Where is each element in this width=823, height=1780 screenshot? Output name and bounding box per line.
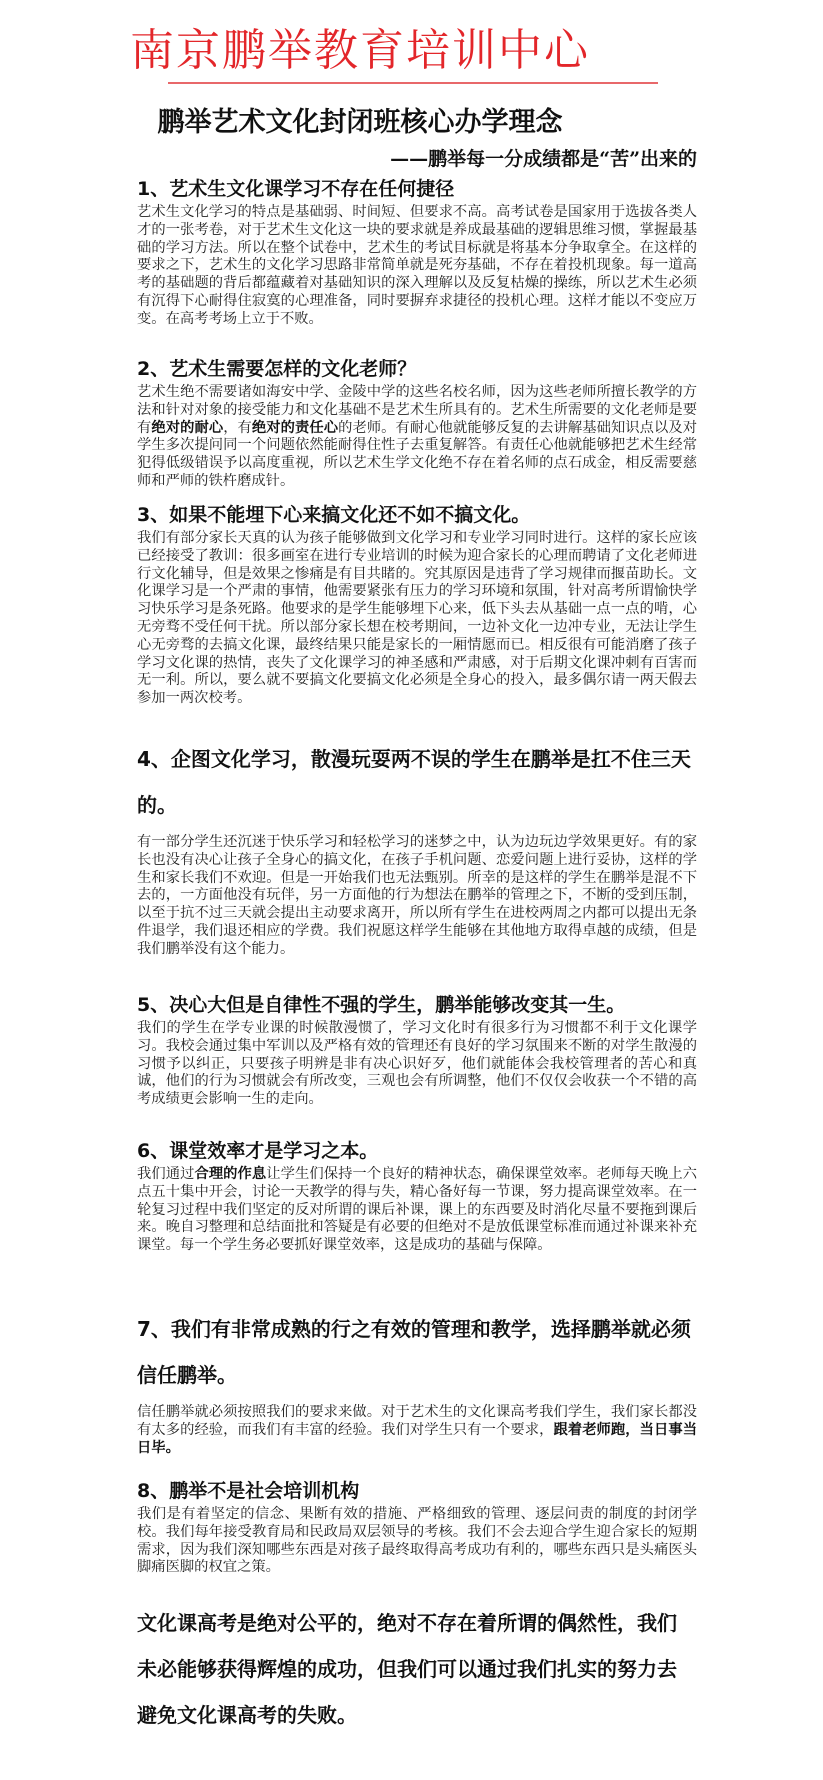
section-1-body: 艺术生文化学习的特点是基础弱、时间短、但要求不高。高考试卷是国家用于选拔各类人才的一张考卷，对于艺术生文化这一块的要求就是养成最基础的逻辑思维习惯，掌握最基础的学习方法。所以在整个试卷中，艺术生的考试目标就是将基本分争取拿全。在这样的要求之下，艺术生的文化学习思路非常简单就是死夯基础，不存在着投机现象。每一道高考的基础题的背后都蕴藏着对基础知识的深入理解以及反复枯燥的操练，所以艺术生必须有沉得下心耐得住寂寞的心理准备，同时要摒弃求捷径的投机心理。这样才能以不变应万变。在高考考场上立于不败。 bbox=[137, 204, 697, 327]
page-title: 鹏举艺术文化封闭班核心办学理念 bbox=[157, 107, 563, 138]
section-7-body bbox=[137, 1404, 697, 1457]
section-4-heading: 4、企图文化学习，散漫玩耍两不误的学生在鹏举是扛不住三天的。 bbox=[137, 747, 691, 817]
page-subtitle: ——鹏举每一分成绩都是“苦”出来的 bbox=[390, 148, 697, 170]
section-7-emphasis-follow-teacher: 跟着老师跑，当日事当日毕。 bbox=[137, 1421, 698, 1456]
section-7-heading: 7、我们有非常成熟的行之有效的管理和教学，选择鹏举就必须信任鹏举。 bbox=[137, 1317, 691, 1387]
section-2-emphasis-responsibility: 绝对的责任心 bbox=[251, 419, 339, 436]
org-name: 南京鹏举教育培训中心 bbox=[130, 25, 590, 76]
section-5-heading: 5、决心大但是自律性不强的学生，鹏举能够改变其一生。 bbox=[137, 994, 626, 1016]
section-4-body: 有一部分学生还沉迷于快乐学习和轻松学习的迷梦之中，认为边玩边学效果更好。有的家长也没有决心让孩子全身心的搞文化，在孩子手机问题、恋爱问题上进行妥协，这样的学生和家长我们不欢迎。但是一开始我们也无法甄别。所幸的是这样的学生在鹏举是混不下去的，一方面他没有玩伴，另一方面他的行为想法在鹏举的管理之下，不断的受到压制，以至于抗不过三天就会提出主动要求离开，所以所有学生在进校两周之内都可以提出无条件退学，我们退还相应的学费。我们祝愿这样学生能够在其他地方取得卓越的成绩，但是我们鹏举没有这个能力。 bbox=[137, 834, 697, 957]
closing-statement: 文化课高考是绝对公平的，绝对不存在着所谓的偶然性，我们未必能够获得辉煌的成功，但我们可以通过我们扎实的努力去避免文化课高考的失败。 bbox=[137, 1611, 677, 1727]
section-2-body bbox=[137, 384, 697, 491]
section-5-body: 我们的学生在学专业课的时候散漫惯了，学习文化时有很多行为习惯都不利于文化课学习。我校会通过集中军训以及严格有效的管理还有良好的学习氛围来不断的对学生散漫的习惯予以纠正，只要孩子明辨是非有决心识好歹，他们就能体会我校管理者的苦心和真诚，他们的行为习惯就会有所改变，三观也会有所调整，他们不仅仅会收获一个不错的高考成绩更会影响一生的走向。 bbox=[137, 1020, 697, 1108]
section-8-heading: 8、鹏举不是社会培训机构 bbox=[137, 1480, 360, 1502]
section-6-text: 让学生们保持一个良好的精神状态，确保课堂效率。老师每天晚上六点五十集中开会，讨论一天教学的得与失，精心备好每一节课，努力提高课堂效率。在一轮复习过程中我们坚定的反对所谓的课后补课，课上的东西要及时消化尽量不要拖到课后来。晚自习整理和总结面批和答疑是有必要的但绝对不是放低课堂标准而通过补课来补充课堂。每一个学生务必要抓好课堂效率，这是成功的基础与保障。 bbox=[137, 1166, 698, 1254]
section-3-body: 我们有部分家长天真的认为孩子能够做到文化学习和专业学习同时进行。这样的家长应该已经接受了教训：很多画室在进行专业培训的时候为迎合家长的心理而聘请了文化老师进行文化辅导，但是效果之惨痛是有目共睹的。究其原因是违背了学习规律而揠苗助长。文化课学习是一个严肃的事情，他需要紧张有压力的学习环境和氛围，针对高考所谓愉快学习快乐学习是条死路。他要求的是学生能够埋下心来，低下头去从基础一点一点的啃，心无旁骛不受任何干扰。所以部分家长想在校考期间，一边补文化一边冲专业，无法让学生心无旁骛的去搞文化课，最终结果只能是家长的一厢情愿而已。相反很有可能消磨了孩子学习文化课的热情，丧失了文化课学习的神圣感和严肃感，对于后期文化课冲刺有百害而无一利。所以，要么就不要搞文化要搞文化必须是全身心的投入，最多偶尔请一两天假去参加一两次校考。 bbox=[137, 530, 697, 707]
section-2-emphasis-patience: 绝对的耐心 bbox=[151, 419, 224, 436]
section-2-text: ，有 bbox=[223, 419, 252, 436]
section-8-body: 我们是有着坚定的信念、果断有效的措施、严格细致的管理、逐层问责的制度的封闭学校。我们每年接受教育局和民政局双层领导的考核。我们不会去迎合学生迎合家长的短期需求，因为我们深知哪些东西是对孩子最终取得高考成功有利的，哪些东西只是头痛医头脚痛医脚的权宜之策。 bbox=[137, 1506, 697, 1576]
section-2-text: 的老师。有耐心他就能够反复的去讲解基础知识点以及对学生多次提问同一个问题依然能耐得住性子去重复解答。有责任心他就能够把艺术生经常犯得低级错误予以高度重视，所以艺术生学文化绝不存在着名师的点石成金，相反需要慈师和严师的铁杵磨成针。 bbox=[137, 419, 698, 489]
section-6-emphasis-schedule: 合理的作息 bbox=[194, 1166, 267, 1182]
section-6-body bbox=[137, 1166, 697, 1255]
section-3-heading: 3、如果不能埋下心来搞文化还不如不搞文化。 bbox=[137, 504, 531, 526]
section-2-heading: 2、艺术生需要怎样的文化老师？ bbox=[137, 358, 417, 380]
section-6-text: 我们通过 bbox=[137, 1166, 195, 1182]
section-6-heading: 6、课堂效率才是学习之本。 bbox=[137, 1140, 379, 1162]
header-divider bbox=[168, 82, 658, 84]
section-1-heading: 1、艺术生文化课学习不存在任何捷径 bbox=[137, 178, 455, 200]
section-7-text: 信任鹏举就必须按照我们的要求来做。对于艺术生的文化课高考我们学生，我们家长都没有太多的经验，而我们有丰富的经验。我们对学生只有一个要求， bbox=[137, 1404, 697, 1438]
section-2-text: 艺术生绝不需要诸如海安中学、金陵中学的这些名校名师，因为这些老师所擅长教学的方法和针对对象的接受能力和文化基础不是艺术生所具有的。艺术生所需要的文化老师是要有 bbox=[137, 384, 697, 436]
